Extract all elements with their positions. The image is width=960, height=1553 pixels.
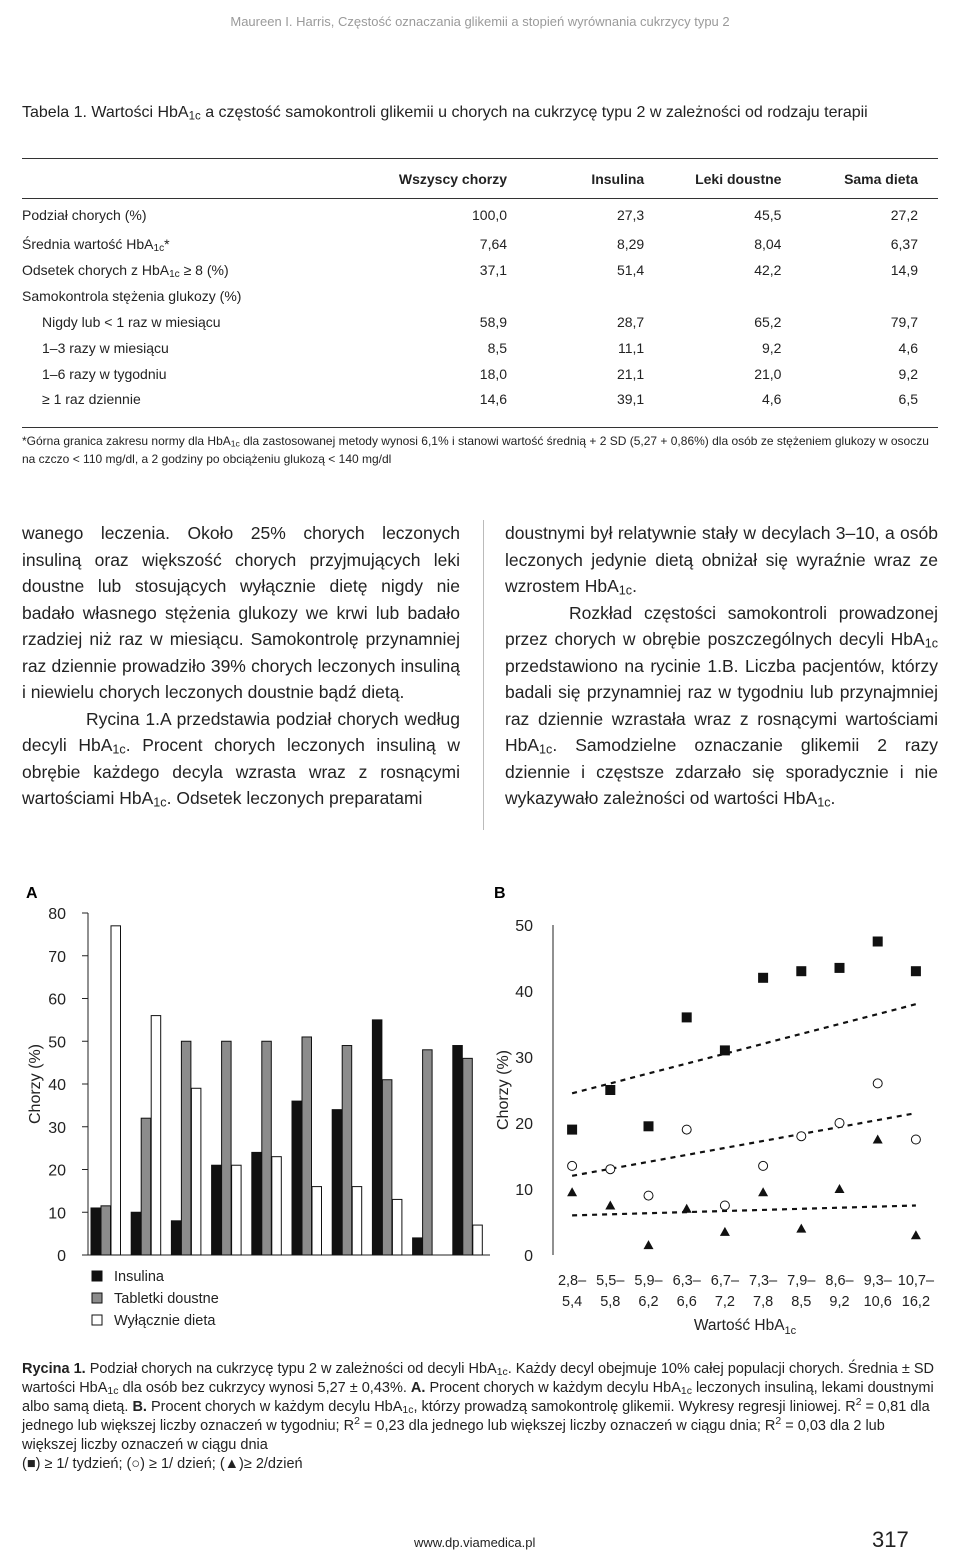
- caption-text: dla osób bez cukrzycy wynosi 5,27 ± 0,43%.: [118, 1380, 411, 1396]
- trend-line: [572, 1004, 916, 1093]
- column-divider: [483, 520, 484, 830]
- row-label-sub: 1c: [169, 268, 180, 280]
- point-circle: [720, 1201, 729, 1210]
- text-run: przedstawiono na rycinie 1.B. Liczba pacjentów, którzy badali się przynamniej raz w tygodniu lub przynajmniej raz dziennie wzrastała wraz z rosnącymi wartościami HbA: [505, 655, 938, 755]
- table-cell: 11,1: [618, 339, 645, 356]
- footnote-b: dla zastosowanej metody wynosi 6,1% i stanowi wartość średnią + 2 SD (5,27 + 0,86%) dla osób ze stężeniem glukozy w osoczu na czczo < 110 mg/dl, a 2 godziny po obciążeniu glukozą < 140 mg/dl: [22, 434, 929, 466]
- caption-text: = 0,03 dla 2 lub większej liczby oznaczeń w ciągu dnia: [22, 1418, 885, 1453]
- paragraph: [505, 520, 938, 600]
- chart-a: [27, 906, 490, 1329]
- table-cell: 27,3: [616, 206, 645, 223]
- bar-insulina: [171, 1221, 181, 1255]
- caption-text: = 0,23 dla jednego lub większej liczby oznaczeń w ciągu dnia; R: [359, 1418, 776, 1434]
- x-tick-label: 5,8: [600, 1294, 621, 1310]
- table-cell: 8,04: [754, 235, 782, 252]
- bar-dieta: [272, 1157, 282, 1255]
- trend-line: [572, 1206, 916, 1216]
- table-cell: 45,5: [754, 206, 782, 223]
- caption-bold: Rycina 1.: [22, 1361, 86, 1377]
- x-tick-label: 5,5–: [596, 1273, 625, 1289]
- row-label-text: Podział chorych (%): [22, 206, 147, 223]
- table-title-suffix: a częstość samokontroli glikemii u chorych na cukrzycę typu 2 w zależności od rodzaju terapii: [200, 104, 868, 121]
- point-circle: [835, 1119, 844, 1128]
- x-tick-label: 8,5: [791, 1294, 812, 1310]
- x-tick-label: 5,4: [562, 1294, 583, 1310]
- table-header-row: [22, 159, 938, 199]
- x-tick-label: 2,8–: [557, 1273, 587, 1289]
- row-label-text: Samokontrola stężenia glukozy (%): [22, 287, 242, 304]
- point-square: [835, 963, 845, 973]
- footer-url[interactable]: www.dp.viamedica.pl: [414, 1535, 536, 1550]
- point-circle: [797, 1132, 806, 1141]
- point-circle: [911, 1135, 920, 1144]
- legend-swatch: [92, 1315, 102, 1325]
- bar-insulina: [91, 1208, 101, 1255]
- table-row: [22, 335, 938, 361]
- x-tick-label: 6,6: [676, 1294, 697, 1310]
- point-triangle: [605, 1201, 615, 1210]
- table-cell: 21,1: [616, 365, 645, 382]
- table-row: [22, 257, 938, 283]
- bar-dieta: [392, 1199, 402, 1255]
- row-label: [22, 283, 390, 309]
- table-cell: [801, 283, 938, 309]
- y-tick-label: 20: [515, 1116, 533, 1133]
- text-sub: 1c: [618, 583, 633, 598]
- text-sub: 1c: [924, 636, 938, 651]
- table-cell: 27,2: [890, 206, 918, 223]
- point-square: [682, 1012, 692, 1022]
- body-column-left: [22, 520, 460, 812]
- text-sub: 1c: [153, 795, 167, 810]
- table-cell: 9,2: [898, 365, 918, 382]
- caption-text: Procent chorych w każdym decylu HbA: [146, 1399, 403, 1415]
- y-tick-label: 10: [515, 1182, 533, 1199]
- caption-text: , którzy prowadzą samokontrolę glikemii. Wykresy regresji liniowej. R: [413, 1399, 856, 1415]
- table-cell: 18,0: [479, 365, 508, 382]
- table-title: [22, 100, 942, 126]
- y-tick-label: 0: [524, 1248, 533, 1265]
- y-tick-label: 30: [515, 1050, 533, 1067]
- bar-tabletki: [181, 1041, 191, 1255]
- table-cell: 65,2: [754, 313, 782, 330]
- page-number: 317: [872, 1527, 909, 1552]
- x-tick-label: 5,9–: [634, 1273, 663, 1289]
- x-tick-label: 7,3–: [748, 1273, 778, 1289]
- footnote-a: *Górna granica zakresu normy dla HbA: [22, 434, 231, 448]
- bar-tabletki: [382, 1080, 392, 1255]
- bar-tabletki: [141, 1118, 151, 1255]
- table-body: [22, 199, 938, 428]
- x-tick-label: 6,7–: [710, 1273, 740, 1289]
- table-title-sub: 1c: [188, 110, 201, 123]
- bar-tabletki: [262, 1041, 272, 1255]
- caption-legend: (■) ≥ 1/ tydzień; (○) ≥ 1/ dzień; (▲)≥ 2/dzień: [22, 1456, 303, 1472]
- bar-dieta: [312, 1187, 322, 1255]
- row-label-suffix: *: [164, 235, 170, 252]
- legend-label: Wyłącznie dieta: [114, 1313, 216, 1329]
- bar-insulina: [252, 1152, 261, 1255]
- table-cell: 39,1: [527, 387, 664, 428]
- row-label-sub: 1c: [153, 242, 165, 254]
- table-cell: [664, 283, 801, 309]
- point-square: [605, 1085, 615, 1095]
- legend-swatch: [92, 1293, 102, 1303]
- table-row: [22, 199, 938, 231]
- y-axis-label: Chorzy (%): [495, 1049, 512, 1131]
- row-label: [22, 231, 390, 257]
- table-cell: [390, 283, 527, 309]
- row-label: [22, 361, 390, 387]
- point-triangle: [835, 1184, 845, 1193]
- bar-insulina: [453, 1046, 463, 1255]
- row-label-text: Odsetek chorych z HbA: [22, 261, 170, 278]
- table-cell: 21,0: [754, 365, 782, 382]
- caption-text: = 0,81 dla jednego lub większej liczby oznaczeń w tygodniu; R: [22, 1399, 930, 1434]
- y-tick-label: 40: [48, 1077, 66, 1094]
- table-cell: 79,7: [890, 313, 918, 330]
- text-run: . Samodzielne oznaczanie glikemii 2 razy dziennie i częstsze zdarzało się sporadycznie i nie wykazywało zależności od wartości HbA: [505, 735, 938, 808]
- bar-insulina: [332, 1110, 342, 1255]
- row-label: [22, 309, 390, 335]
- bar-tabletki: [302, 1037, 312, 1255]
- legend-swatch: [92, 1271, 102, 1281]
- table-header-cell: Wszyscy chorzy: [390, 159, 527, 199]
- body-column-right: [505, 520, 938, 812]
- bar-dieta: [151, 1016, 161, 1255]
- point-square: [796, 966, 806, 976]
- text-run: . Odsetek leczonych preparatami: [166, 788, 423, 808]
- row-label-text: 1–6 razy w tygodniu: [42, 365, 167, 382]
- x-tick-label: 10,6: [863, 1294, 892, 1310]
- caption-text: Podział chorych na cukrzycę typu 2 w zależności od decyli HbA: [85, 1361, 497, 1377]
- bar-dieta: [473, 1225, 483, 1255]
- table-cell: 4,6: [664, 387, 801, 428]
- panel-label-b: B: [494, 885, 506, 902]
- table-footnote: [22, 432, 942, 468]
- y-tick-label: 10: [48, 1205, 66, 1223]
- y-axis-label: Chorzy (%): [27, 1043, 44, 1125]
- row-label-suffix: ≥ 8 (%): [179, 261, 229, 278]
- table-cell: 58,9: [479, 313, 508, 330]
- row-label: [22, 199, 390, 231]
- y-tick-label: 70: [48, 948, 66, 966]
- table-cell: 8,29: [616, 235, 645, 252]
- x-tick-label: 10,7–: [897, 1273, 935, 1289]
- table-cell: 28,7: [616, 313, 645, 330]
- table-cell: 14,6: [390, 387, 527, 428]
- x-axis-label: Wartość HbA$_{1c}$: [693, 1317, 797, 1337]
- running-header-text: Maureen I. Harris, Częstość oznaczania glikemii a stopień wyrównania cukrzycy typu 2: [230, 14, 730, 29]
- row-label-text: Średnia wartość HbA: [22, 235, 154, 252]
- table-cell: 7,64: [479, 235, 508, 252]
- point-triangle: [567, 1187, 577, 1196]
- text-run: . Procent chorych leczonych insuliną w obrębie każdego decyla wzrasta wraz z rosnącymi wartościami HbA: [22, 735, 461, 808]
- table-cell: 6,5: [801, 387, 938, 428]
- text-run: doustnymi był relatywnie stały w decylach 3–10, a osób leczonych jedynie dietą obniżał się wyraźnie wraz ze wzrostem HbA: [505, 523, 938, 596]
- point-square: [873, 937, 883, 947]
- y-tick-label: 50: [515, 918, 533, 935]
- caption-sub: 1c: [402, 1405, 414, 1417]
- bar-dieta: [352, 1187, 362, 1255]
- bar-tabletki: [423, 1050, 433, 1255]
- legend-label: Insulina: [114, 1269, 164, 1285]
- point-square: [720, 1045, 730, 1055]
- table-title-prefix: Tabela 1. Wartości HbA: [22, 104, 189, 121]
- y-tick-label: 30: [48, 1119, 66, 1137]
- data-table: [22, 158, 938, 428]
- text-sub: 1c: [112, 742, 126, 757]
- text-run: .: [830, 788, 836, 808]
- footnote-sub: 1c: [230, 438, 240, 449]
- y-tick-label: 20: [48, 1162, 66, 1180]
- x-tick-label: 8,6–: [825, 1273, 854, 1289]
- table-row: [22, 361, 938, 387]
- point-triangle: [758, 1187, 768, 1196]
- row-label-text: Nigdy lub < 1 raz w miesiącu: [42, 313, 221, 330]
- table-header-cell: Insulina: [527, 159, 664, 199]
- point-circle: [606, 1165, 615, 1174]
- point-circle: [759, 1161, 768, 1170]
- caption-sub: 1c: [680, 1386, 692, 1398]
- text-run: Rycina 1.A przedstawia podział chorych według decyli HbA: [22, 708, 460, 755]
- caption-sup: 2: [354, 1416, 360, 1428]
- table-cell: 51,4: [616, 261, 645, 278]
- caption-sup: 2: [855, 1397, 862, 1409]
- point-triangle: [682, 1204, 692, 1213]
- point-triangle: [911, 1230, 921, 1239]
- trend-line: [572, 1113, 916, 1176]
- point-triangle: [873, 1135, 883, 1144]
- figure-caption: [22, 1360, 940, 1474]
- text-run: Rozkład częstości samokontroli prowadzonej przez chorych w obrębie poszczególnych decyli HbA: [505, 602, 938, 649]
- bar-tabletki: [101, 1206, 111, 1255]
- table-cell: 100,0: [472, 206, 508, 223]
- point-triangle: [796, 1224, 806, 1233]
- point-triangle: [720, 1227, 730, 1236]
- bar-dieta: [191, 1088, 201, 1255]
- figure-1: [0, 870, 960, 1350]
- point-triangle: [644, 1240, 654, 1249]
- chart-b: [495, 918, 935, 1337]
- point-square: [644, 1121, 654, 1131]
- caption-bold: A.: [410, 1380, 426, 1396]
- x-tick-label: 7,2: [714, 1294, 735, 1310]
- point-square: [911, 966, 921, 976]
- table-cell: 4,6: [898, 339, 918, 356]
- caption-text: . Każdy decyl obejmuje 10% całej populacji chorych. Średnia ± SD wartości HbA: [22, 1361, 934, 1396]
- y-tick-label: 0: [57, 1248, 66, 1265]
- x-tick-label: 16,2: [901, 1294, 931, 1310]
- text-sub: 1c: [539, 742, 553, 757]
- bar-insulina: [372, 1020, 382, 1255]
- bar-dieta: [232, 1165, 242, 1255]
- table-cell: 14,9: [890, 261, 918, 278]
- x-tick-label: 9,2: [829, 1294, 850, 1310]
- x-tick-label: 6,3–: [672, 1273, 701, 1289]
- bar-insulina: [131, 1212, 141, 1255]
- bar-dieta: [111, 926, 121, 1255]
- table-row: [22, 309, 938, 335]
- table-cell: 42,2: [754, 261, 782, 278]
- caption-bold: B.: [132, 1399, 147, 1415]
- caption-sub: 1c: [107, 1386, 119, 1398]
- row-label: [22, 257, 390, 283]
- table-cell: [527, 283, 664, 309]
- point-square: [758, 973, 768, 983]
- caption-text: leczonych insuliną, lekami doustnymi albo samą dietą.: [22, 1380, 934, 1415]
- table-cell: 8,5: [487, 339, 508, 356]
- table-cell: 6,37: [890, 235, 918, 252]
- text-sub: 1c: [817, 795, 831, 810]
- point-circle: [873, 1079, 882, 1088]
- bar-insulina: [212, 1165, 222, 1255]
- bar-insulina: [292, 1101, 302, 1255]
- y-tick-label: 60: [48, 991, 66, 1009]
- x-tick-label: 9,3–: [863, 1273, 892, 1289]
- paragraph: wanego leczenia. Około 25% chorych leczonych insuliną oraz większość chorych przyjmujących leki doustne lub stosujących wyłącznie dietę nigdy nie badało własnego stężenia glukozy we krwi lub badało rzadziej niż raz w miesiącu. Samokontrolę przynamniej raz dziennie prowadziło 39% chorych leczonych insuliną i niewielu chorych leczonych doustnie bądź dietą.: [22, 523, 460, 702]
- y-tick-label: 80: [48, 906, 66, 923]
- caption-sup: 2: [775, 1416, 782, 1428]
- point-square: [567, 1125, 577, 1135]
- row-label: [22, 387, 390, 428]
- row-label: [22, 335, 390, 361]
- table-row: [22, 387, 938, 428]
- panel-label-a: A: [26, 885, 38, 902]
- caption-text: Procent chorych w każdym decylu HbA: [425, 1380, 681, 1396]
- bar-tabletki: [342, 1046, 352, 1255]
- table-cell: 9,2: [761, 339, 782, 356]
- y-tick-label: 40: [515, 984, 533, 1001]
- point-circle: [682, 1125, 691, 1134]
- table-header-cell: Leki doustne: [664, 159, 801, 199]
- x-tick-label: 6,2: [638, 1294, 659, 1310]
- text-run: .: [632, 576, 637, 596]
- row-label-text: 1–3 razy w miesiącu: [42, 339, 169, 356]
- x-axis-label-sub: 1c: [784, 1325, 797, 1337]
- paragraph: [22, 706, 460, 812]
- paragraph: [505, 600, 938, 812]
- row-label-text: ≥ 1 raz dziennie: [42, 390, 141, 407]
- table-header-empty: [22, 159, 390, 199]
- legend-label: Tabletki doustne: [114, 1291, 219, 1307]
- caption-sub: 1c: [496, 1367, 508, 1379]
- table-row: [22, 231, 938, 257]
- x-tick-label: 7,9–: [787, 1273, 816, 1289]
- bar-tabletki: [463, 1058, 473, 1255]
- table-cell: 37,1: [479, 261, 508, 278]
- bar-tabletki: [222, 1041, 232, 1255]
- point-circle: [568, 1161, 577, 1170]
- x-tick-label: 7,8: [753, 1294, 774, 1310]
- table-header-cell: Sama dieta: [801, 159, 938, 199]
- point-circle: [644, 1191, 653, 1200]
- bar-insulina: [413, 1238, 423, 1255]
- y-tick-label: 50: [48, 1034, 66, 1052]
- table-row: [22, 283, 938, 309]
